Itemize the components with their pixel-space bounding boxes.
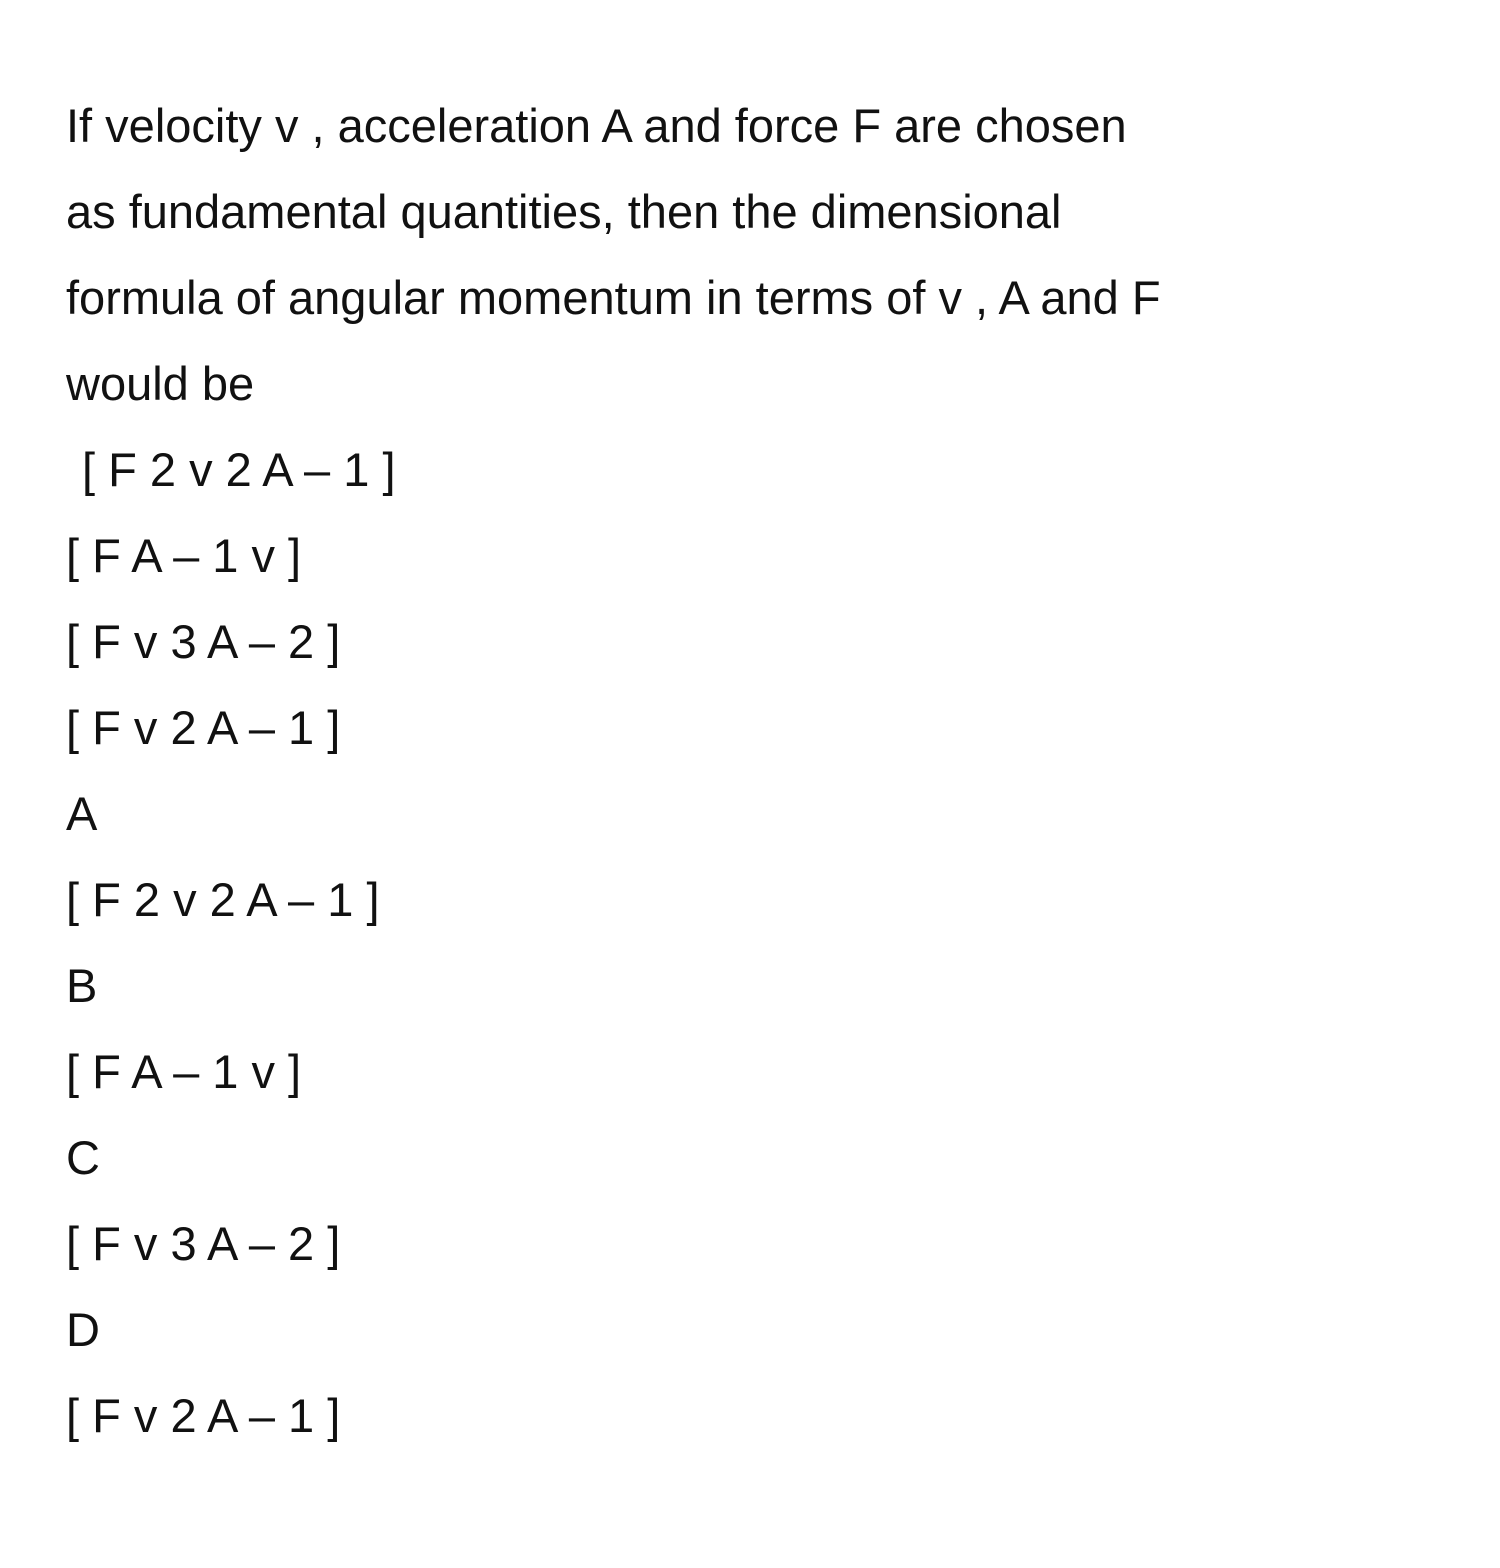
inline-options-list [66,427,1456,771]
question-text [66,83,1456,427]
option-letter: C [66,1131,100,1184]
option-text: [ F A – 1 v ] [66,1045,302,1098]
option-text: [ F v 3 A – 2 ] [66,1217,341,1270]
inline-option: [ F v 3 A – 2 ] [66,615,341,668]
option-letter: D [66,1303,100,1356]
option-text: [ F v 2 A – 1 ] [66,1389,341,1442]
option-text: [ F 2 v 2 A – 1 ] [66,873,380,926]
question-line: formula of angular momentum in terms of v , A and F [66,271,1161,324]
option-d[interactable] [66,1287,1456,1459]
answer-options [66,771,1456,1459]
question-line: If velocity v , acceleration A and force F are chosen [66,99,1127,152]
option-b[interactable] [66,943,1456,1115]
inline-option: [ F v 2 A – 1 ] [66,701,341,754]
question-line: as fundamental quantities, then the dimensional [66,185,1062,238]
inline-option: [ F A – 1 v ] [66,529,302,582]
question-line: would be [66,357,255,410]
document-page [66,83,1456,1459]
option-c[interactable] [66,1115,1456,1287]
option-a[interactable] [66,771,1456,943]
option-letter: B [66,959,98,1012]
inline-option: [ F 2 v 2 A – 1 ] [82,443,396,496]
option-letter: A [66,787,98,840]
